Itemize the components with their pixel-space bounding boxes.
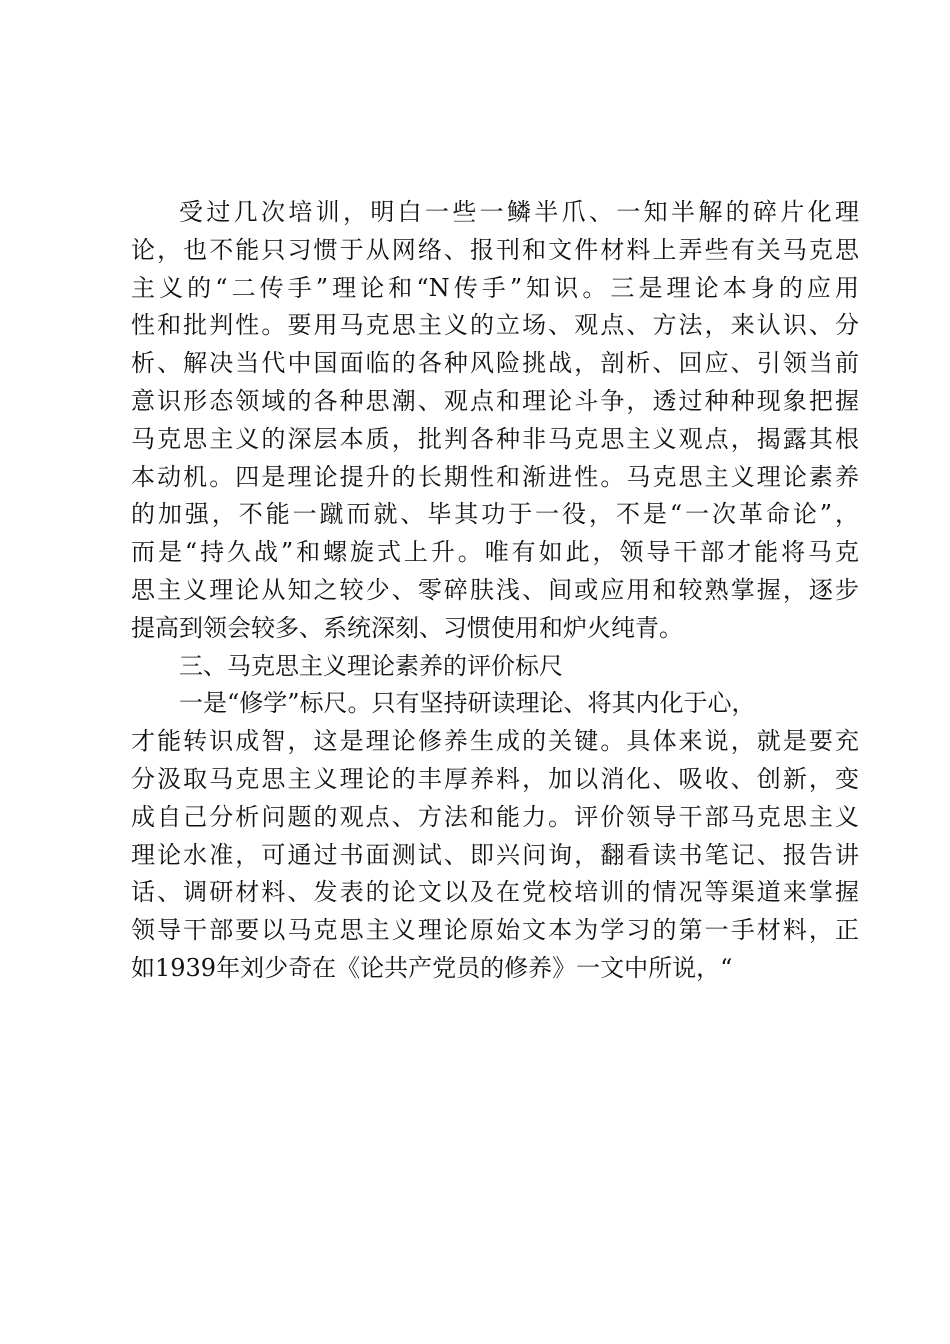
- text-line: 本动机。四是理论提升的长期性和渐进性。马克思主义理论素养: [131, 462, 859, 491]
- text-line: 提高到领会较多、系统深刻、习惯使用和炉火纯青。: [131, 613, 683, 642]
- text-line: 意识形态领域的各种思潮、观点和理论斗争，透过种种现象把握: [131, 386, 859, 415]
- text-line: 话、调研材料、发表的论文以及在党校培训的情况等渠道来掌握: [131, 878, 859, 907]
- section-heading: 三、马克思主义理论素养的评价标尺: [179, 651, 563, 680]
- text-line: 主义的“二传手”理论和“N传手”知识。三是理论本身的应用: [131, 273, 859, 302]
- text-line: 成自己分析问题的观点、方法和能力。评价领导干部马克思主义: [131, 802, 859, 831]
- text-line: 一是“修学”标尺。只有坚持研读理论、将其内化于心，: [179, 689, 756, 718]
- text-line: 受过几次培训，明白一些一鳞半爪、一知半解的碎片化理: [179, 198, 859, 226]
- text-line: 才能转识成智，这是理论修养生成的关键。具体来说，就是要充: [131, 727, 859, 756]
- text-line: 的加强，不能一蹴而就、毕其功于一役，不是“一次革命论”，: [131, 500, 859, 529]
- text-line: 领导干部要以马克思主义理论原始文本为学习的第一手材料，正: [131, 916, 859, 945]
- text-line: 析、解决当代中国面临的各种风险挑战，剖析、回应、引领当前: [131, 349, 859, 378]
- text-line: 如1939年刘少奇在《论共产党员的修养》一文中所说，“: [131, 953, 733, 982]
- text-line: 性和批判性。要用马克思主义的立场、观点、方法，来认识、分: [131, 311, 859, 340]
- text-line: 思主义理论从知之较少、零碎肤浅、间或应用和较熟掌握，逐步: [131, 575, 859, 604]
- text-line: 分汲取马克思主义理论的丰厚养料，加以消化、吸收、创新，变: [131, 764, 859, 793]
- text-line: 马克思主义的深层本质，批判各种非马克思主义观点，揭露其根: [131, 424, 859, 453]
- body-text: [131, 194, 859, 988]
- text-line: 而是“持久战”和螺旋式上升。唯有如此，领导干部才能将马克: [131, 538, 859, 567]
- text-line: 理论水准，可通过书面测试、即兴问询，翻看读书笔记、报告讲: [131, 840, 859, 869]
- text-line: 论，也不能只习惯于从网络、报刊和文件材料上弄些有关马克思: [131, 235, 859, 264]
